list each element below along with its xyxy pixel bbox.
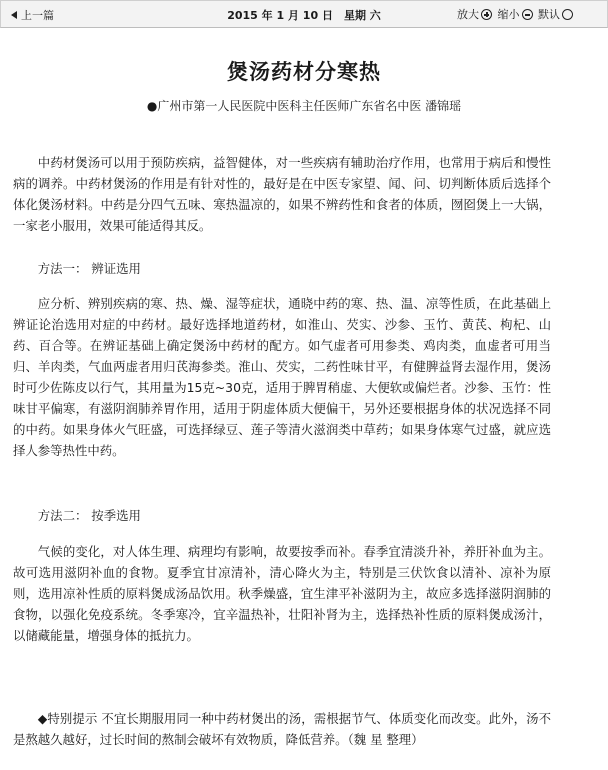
triangle-left-icon — [11, 11, 17, 19]
zoom-controls — [455, 6, 573, 22]
method-one-heading: 方法一： 辨证选用 — [37, 261, 141, 276]
zoom-default-button[interactable] — [538, 6, 573, 22]
method-two-heading: 方法二： 按季选用 — [37, 508, 141, 523]
minus-circle-icon — [522, 9, 533, 20]
previous-article-label: 上一篇 — [21, 9, 54, 22]
zoom-in-button[interactable] — [457, 6, 492, 22]
zoom-default-label: 默认 — [538, 8, 560, 21]
article-title: 煲汤药材分寒热 — [227, 60, 381, 84]
toolbar — [0, 0, 608, 28]
zoom-out-label: 缩小 — [497, 8, 520, 21]
special-tip-paragraph: ◆特别提示 不宜长期服用同一种中药材煲出的汤，需根据节气、体质变化而改变。此外，汤不是熬越久越好，过长时间的熬制会破坏有效物质，降低营养。（魏 星 整理） — [13, 711, 551, 747]
method-two-paragraph: 气候的变化，对人体生理、病理均有影响，故要按季而补。春季宜清淡升补，养肝补血为主。故可选用滋阴补血的食物。夏季宜甘凉清补，清心降火为主，特别是三伏饮食以清补、凉补为原则，选用凉补性质的原料煲成汤品饮用。秋季燥盛，宜生津平补滋阴为主，故应多选择滋阴润肺的食物，以强化免疫系统。冬季寒冷，宜辛温热补，壮阳补肾为主，选择热补性质的原料煲成汤汁，以储藏能量，增强身体的抵抗力。 — [13, 544, 551, 643]
circle-icon — [562, 9, 573, 20]
article-byline: ●广州市第一人民医院中医科主任医师广东省名中医 潘锦瑶 — [146, 99, 462, 113]
issue-date: 2015 年 1 月 10 日 星期 六 — [227, 9, 381, 22]
method-one-paragraph: 应分析、辨别疾病的寒、热、燥、湿等症状，通晓中药的寒、热、温、凉等性质，在此基础上辨证论治选用对症的中药材。最好选择地道药材，如淮山、芡实、沙参、玉竹、黄芪、枸杞、山药、百合等。在辨证基础上确定煲汤中药材的配方。如气虚者可用参类、鸡肉类，血虚者可用当归、羊肉类，气血两虚者用归芪海参类。淮山、芡实，二药性味甘平，有健脾益肾去湿作用，煲汤时可少佐陈皮以行气，其用量为15克~30克，适用于脾胃稍虚、大便软或偏烂者。沙参、玉竹：性味甘平偏寒，有滋阴润肺养胃作用，适用于阴虚体质大便偏干，另外还要根据身体的状况选择不同的中药。如果身体火气旺盛，可选择绿豆、莲子等清火滋润类中草药；如果身体寒气过盛，就应选择人参等热性中药。 — [13, 296, 551, 458]
zoom-out-button[interactable] — [498, 6, 533, 22]
intro-paragraph: 中药材煲汤可以用于预防疾病，益智健体，对一些疾病有辅助治疗作用，也常用于病后和慢性病的调养。中药材煲汤的作用是有针对性的，最好是在中医专家望、闻、问、切判断体质后选择个体化煲汤材料。中药是分四气五味、寒热温凉的，如果不辨药性和食者的体质，囫囵煲上一大锅，一家老小服用，效果可能适得其反。 — [13, 155, 551, 233]
plus-circle-icon — [481, 9, 492, 20]
zoom-in-label: 放大 — [457, 8, 479, 21]
previous-article-link[interactable] — [11, 7, 54, 23]
